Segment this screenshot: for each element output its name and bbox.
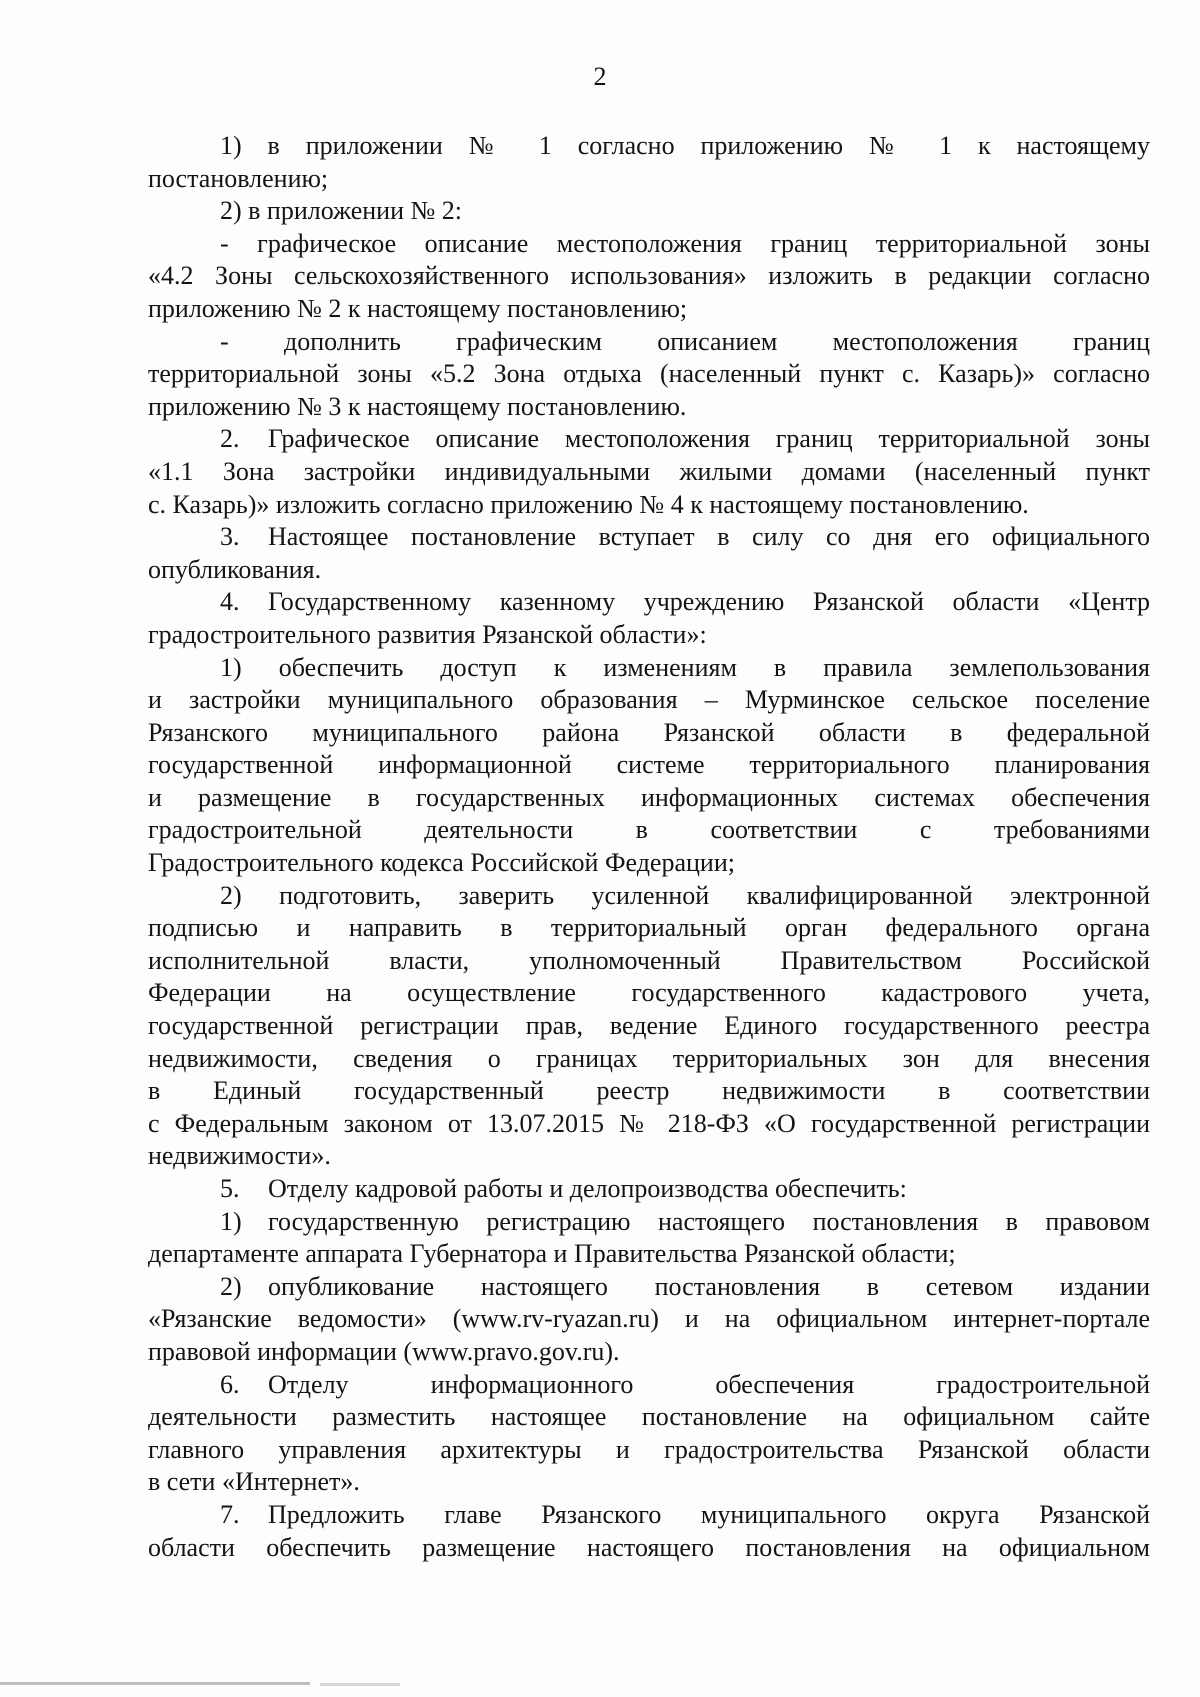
scan-edge-mark (0, 1682, 310, 1685)
text-line: приложению № 3 к настоящему постановлению. (148, 391, 687, 421)
text-line: с. Казарь)» изложить согласно приложению № 4 к настоящему постановлению. (148, 489, 1029, 519)
text-line: Отделу кадровой работы и делопроизводства обеспечить: (268, 1174, 907, 1203)
numbered-paragraph-4 (148, 586, 1150, 619)
text-line: и размещение в государственных информационных системах обеспечения (148, 782, 1150, 812)
numbered-paragraph-3 (148, 521, 1150, 554)
scan-edge-mark (320, 1683, 400, 1686)
text-line: департаменте аппарата Губернатора и Правительства Рязанской области; (148, 1239, 956, 1269)
text-line: и застройки муниципального образования – Мурминское сельское поселение (148, 685, 1150, 715)
text-line: области обеспечить размещение настоящего постановления на официальном (148, 1532, 1150, 1562)
paragraph-marker: 2. (220, 424, 240, 454)
text-line: главного управления архитектуры и градостроительства Рязанской области (148, 1434, 1150, 1464)
text-line: «Рязанские ведомости» (www.rv-ryazan.ru) и на официальном интернет-портале (148, 1304, 1150, 1334)
text-line: приложению № 2 к настоящему постановлению; (148, 293, 688, 323)
text-line: государственной регистрации прав, ведение Единого государственного реестра (148, 1011, 1150, 1041)
text-line: постановлению; (148, 163, 329, 193)
paragraph-marker: 3. (220, 522, 240, 552)
text-line: Государственному казенному учреждению Рязанской области «Центр (268, 587, 1150, 617)
text-line: недвижимости, сведения о границах территориальных зон для внесения (148, 1043, 1150, 1073)
page-number: 2 (593, 62, 607, 91)
text-line: государственную регистрацию настоящего постановления в правовом (268, 1206, 1150, 1236)
text-line: правовой информации (www.pravo.gov.ru). (148, 1336, 620, 1366)
text-line: опубликования. (148, 554, 322, 584)
text-line: 1) в приложении № 1 согласно приложению № 1 к настоящему (220, 131, 1150, 160)
text-line: исполнительной власти, уполномоченный Правительством Российской (148, 945, 1150, 975)
text-line: градостроительной деятельности в соответствии с требованиями (148, 815, 1150, 845)
text-line: Графическое описание местоположения границ территориальной зоны (268, 424, 1150, 454)
paragraph-marker: 4. (220, 587, 240, 617)
subitem-5-1 (148, 1206, 1150, 1239)
paragraph-marker: 5. (220, 1174, 240, 1203)
numbered-paragraph-7 (148, 1499, 1150, 1532)
document-body (148, 130, 1150, 1564)
text-line: 1) обеспечить доступ к изменениям в правила землепользования (220, 652, 1150, 682)
paragraph-marker: 7. (220, 1499, 240, 1529)
subitem-5-2 (148, 1271, 1150, 1304)
text-line: с Федеральным законом от 13.07.2015 № 218-ФЗ «О государственной регистрации (148, 1108, 1150, 1138)
text-line: недвижимости». (148, 1141, 331, 1171)
text-line: - дополнить графическим описанием местоположения границ (220, 326, 1150, 356)
paragraph-marker: 6. (220, 1369, 240, 1399)
numbered-paragraph-5 (148, 1173, 1150, 1206)
numbered-paragraph-6 (148, 1369, 1150, 1402)
text-line: 2) подготовить, заверить усиленной квалифицированной электронной (220, 880, 1150, 910)
text-line: в сети «Интернет». (148, 1467, 360, 1497)
text-line: «4.2 Зоны сельскохозяйственного использования» изложить в редакции согласно (148, 261, 1150, 291)
paragraph-marker: 2) (220, 1271, 242, 1301)
text-line: Рязанского муниципального района Рязанской области в федеральной (148, 717, 1150, 747)
text-line: Федерации на осуществление государственного кадастрового учета, (148, 978, 1150, 1008)
text-line: Градостроительного кодекса Российской Федерации; (148, 848, 735, 878)
text-line: в Единый государственный реестр недвижимости в соответствии (148, 1076, 1150, 1106)
text-line: деятельности разместить настоящее постановление на официальном сайте (148, 1402, 1150, 1432)
text-line: опубликование настоящего постановления в сетевом издании (268, 1271, 1150, 1301)
text-line: Отделу информационного обеспечения градостроительной (268, 1369, 1150, 1399)
text-line: 2) в приложении № 2: (220, 196, 463, 226)
text-line: территориальной зоны «5.2 Зона отдыха (населенный пункт с. Казарь)» согласно (148, 359, 1150, 389)
paragraph-marker: 1) (220, 1206, 242, 1236)
numbered-paragraph-2 (148, 423, 1150, 456)
text-line: Предложить главе Рязанского муниципального округа Рязанской (268, 1499, 1150, 1529)
text-line: градостроительного развития Рязанской области»: (148, 619, 707, 649)
text-line: государственной информационной системе территориального планирования (148, 750, 1150, 780)
text-line: «1.1 Зона застройки индивидуальными жилыми домами (населенный пункт (148, 456, 1150, 486)
text-line: Настоящее постановление вступает в силу со дня его официального (268, 522, 1150, 552)
text-line: подписью и направить в территориальный орган федерального органа (148, 913, 1150, 943)
text-line: - графическое описание местоположения границ территориальной зоны (220, 228, 1150, 258)
